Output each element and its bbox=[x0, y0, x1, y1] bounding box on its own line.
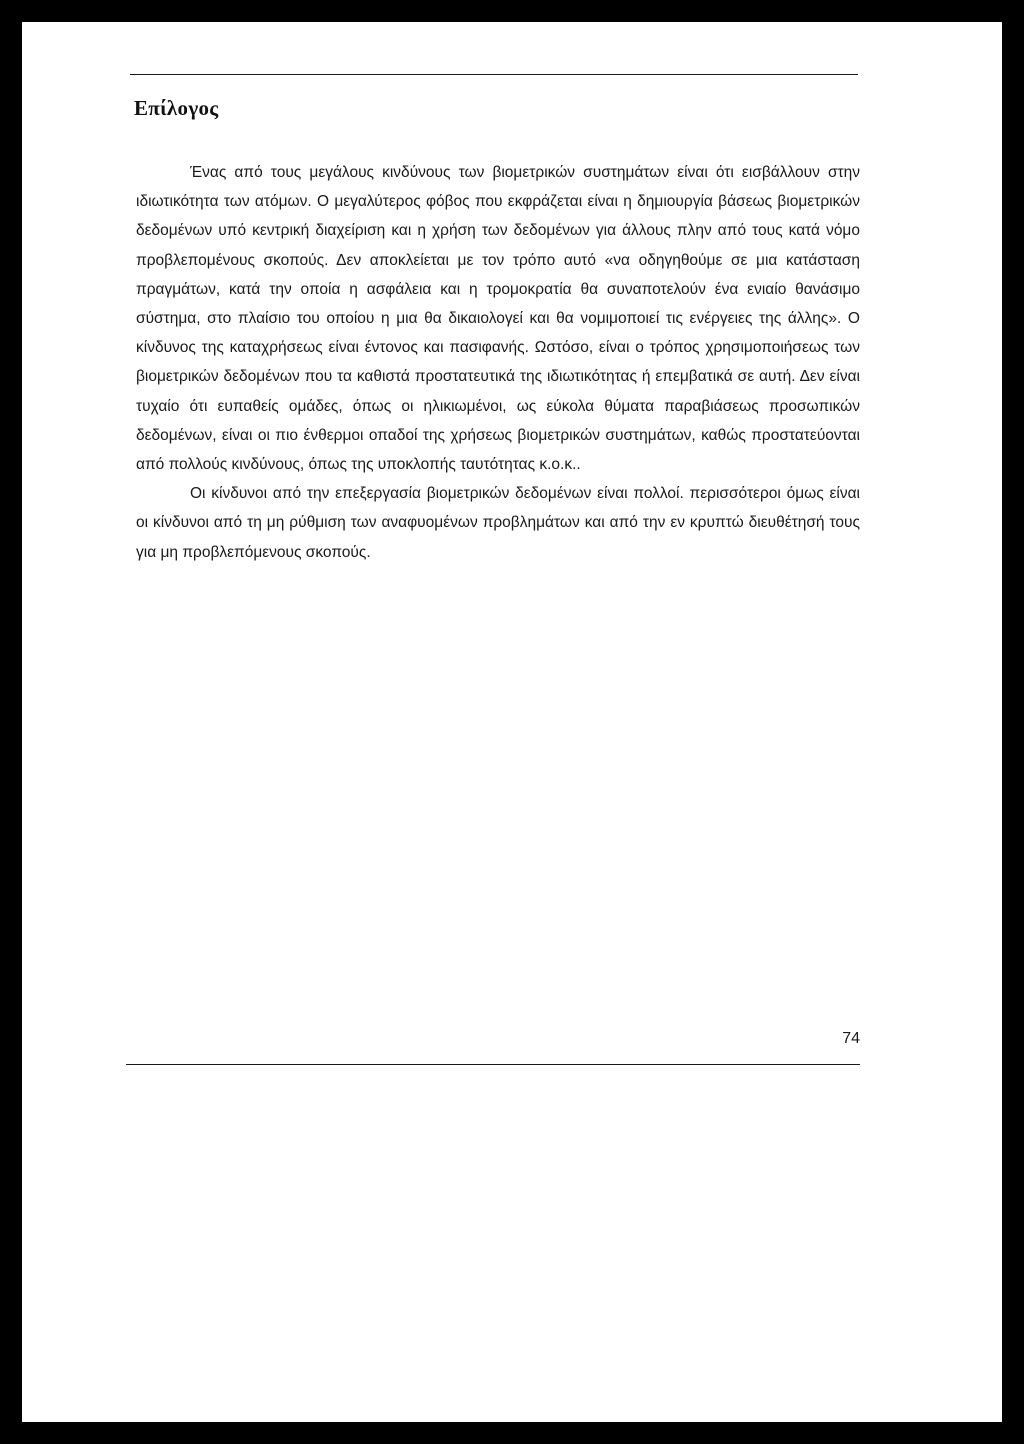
document-page bbox=[22, 22, 1002, 1422]
top-rule bbox=[130, 74, 858, 75]
section-heading: Επίλογος bbox=[134, 96, 219, 120]
bottom-rule bbox=[126, 1064, 860, 1065]
page-number: 74 bbox=[842, 1030, 860, 1047]
paragraph-1: Ένας από τους μεγάλους κινδύνους των βιομετρικών συστημάτων είναι ότι εισβάλλουν στην ιδιωτικότητα των ατόμων. Ο μεγαλύτερος φόβος που εκφράζεται είναι η δημιουργία βάσεως βιομετρικών δεδομένων υπό κεντρική διαχείριση και η χρήση των δεδομένων για άλλους πλην από τους κατά νόμο προβλεπομένους σκοπούς. Δεν αποκλείεται με τον τρόπο αυτό «να οδηγηθούμε σε μια κατάσταση πραγμάτων, κατά την οποία η ασφάλεια και η τρομοκρατία θα συναποτελούν ένα ενιαίο θανάσιμο σύστημα, στο πλαίσιο του οποίου η μια θα δικαιολογεί και θα νομιμοποιεί τις ενέργειες της άλλης». Ο κίνδυνος της καταχρήσεως είναι έντονος και πασιφανής. Ωστόσο, είναι ο τρόπος χρησιμοποιήσεως των βιομετρικών δεδομένων που τα καθιστά προστατευτικά της ιδιωτικότητας ή επεμβατικά σε αυτή. Δεν είναι τυχαίο ότι ευπαθείς ομάδες, όπως οι ηλικιωμένοι, ως εύκολα θύματα παραβιάσεως προσωπικών δεδομένων, είναι οι πιο ένθερμοι οπαδοί της χρήσεως βιομετρικών συστημάτων, καθώς προστατεύονται από πολλούς κινδύνους, όπως της υποκλοπής ταυτότητας κ.ο.κ.. bbox=[136, 164, 860, 474]
page-footer bbox=[22, 1030, 1002, 1070]
paragraph-2: Οι κίνδυνοι από την επεξεργασία βιομετρικών δεδομένων είναι πολλοί. περισσότεροι όμως είναι οι κίνδυνοι από τη μη ρύθμιση των αναφυομένων προβλημάτων και από την εν κρυπτώ διευθέτησή τους για μη προβλεπόμενους σκοπούς. bbox=[136, 485, 860, 561]
body-text bbox=[136, 158, 860, 567]
